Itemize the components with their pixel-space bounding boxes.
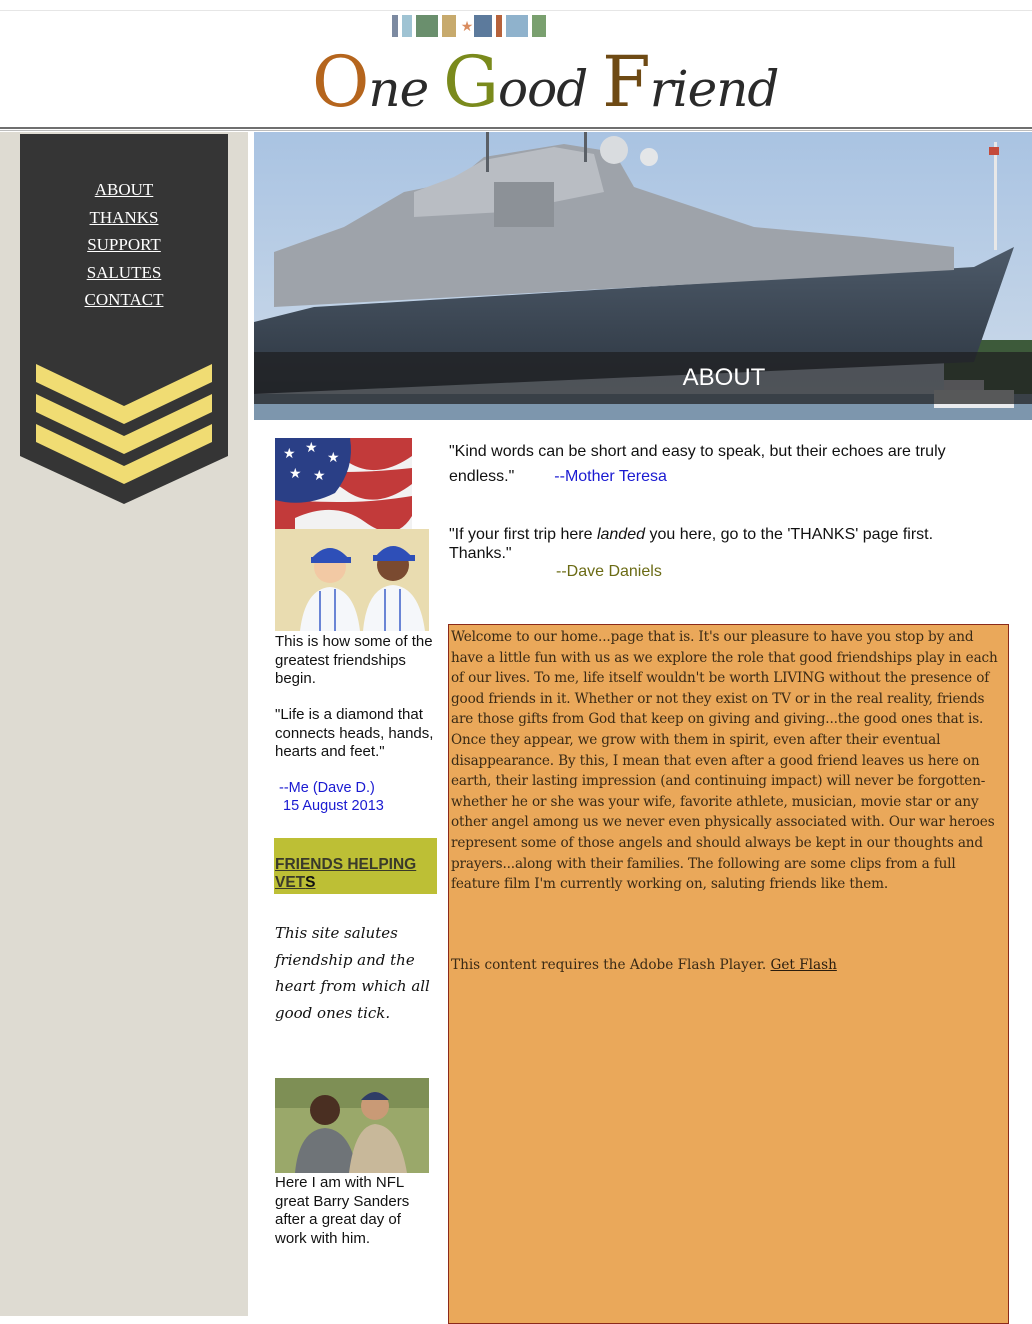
logo-letter-g: G [443,41,499,123]
header-divider [0,127,1032,129]
sidebar [0,132,248,1316]
nav-item-thanks [20,204,228,232]
nav-link-thanks[interactable]: THANKS [89,207,159,227]
svg-text:★: ★ [283,446,296,462]
nav-link-salutes[interactable]: SALUTES [86,262,162,282]
ribbon-stripe [474,15,492,37]
kids-baseball-photo [275,529,429,631]
fhv-link-text-end: S [305,874,316,891]
logo-letter-f: F [602,41,650,123]
header-top-line [0,10,1032,11]
american-flag-photo [275,438,412,529]
attrib-date: 15 August 2013 [283,798,384,814]
nfl-photo-caption: Here I am with NFL great Barry Sanders after a great day of work with him. [275,1174,410,1247]
ribbon-stripe [506,15,528,37]
salute-statement: This site salutes friendship and the heart from which all good ones tick. [275,924,430,1022]
hero-banner [254,132,1032,420]
ribbon-stripe [442,15,456,37]
nav-item-contact [20,286,228,314]
welcome-message: Welcome to our home...page that is. It's our pleasure to have you stop by and have a little fun with us as we explore the role that good friendships play in each of our lives. To me, life itself wouldn't be worth LIVING without the presence of good friends in it. Whether or not they exist on TV or in the real reality, friends are those gifts from God that keep on giving and giving...the good ones that is. Once they appear, we grow with them in spirit, even after their eventual disappearance. By this, I mean that even after a good friend leaves us here on earth, their lasting impression (and continuing impact) will never be forgotten-whether he or she was your wife, favorite athlete, musician, movie star or any other angel among us we never even physically associated with. Our war heroes represent some of those angels and should always be kept in our thoughts and prayers...along with their families. The following are some clips from a full feature film I'm currently working on, saluting friends like them. [451,629,998,893]
page-title: ABOUT [682,364,766,391]
nav-panel [20,134,228,346]
logo-one-rest: ne [368,60,429,118]
note-text-emphasis: landed [596,526,645,543]
header-divider-thin [0,130,1032,131]
attrib-author: --Me (Dave D.) [279,780,375,796]
flash-notice-text: This content requires the Adobe Flash Player. [451,957,771,973]
friends-helping-vets-link[interactable] [275,856,416,891]
logo-good-rest: ood [498,60,588,118]
ribbon-stripe [402,15,412,37]
ribbon-stripe [416,15,438,37]
flash-player-notice [451,955,837,975]
barry-sanders-photo [275,1078,429,1173]
nav-item-salutes [20,259,228,287]
fhv-link-text: FRIENDS HELPING VET [275,856,417,891]
nav-item-about [20,176,228,204]
ribbon-stripe [532,15,546,37]
ribbon-stripe [392,15,398,37]
logo-friend-rest: riend [649,60,779,118]
quote-attribution: --Mother Teresa [554,468,667,485]
quote-text: "Kind words can be short and easy to speak, but their echoes are truly endless." [449,443,946,485]
note-text-start: "If your first trip here [449,526,597,543]
site-logo[interactable] [312,41,779,123]
thanks-note-attribution: --Dave Daniels [556,563,662,580]
nav-item-support [20,231,228,259]
thanks-page-note [449,526,989,563]
diamond-quote-attribution [279,779,384,815]
friends-helping-vets-box [274,838,437,894]
svg-text:★: ★ [289,466,302,482]
svg-text:★: ★ [305,440,318,456]
svg-text:★: ★ [327,450,340,466]
site-header [0,0,1032,132]
service-ribbon [392,15,640,37]
kids-photo-caption: This is how some of the greatest friendships begin. [275,633,433,687]
note-text-end: you here, go to the 'THANKS' page first. Thanks." [449,526,934,562]
sergeant-chevron-icon [20,346,228,504]
nav-link-support[interactable]: SUPPORT [87,235,161,254]
diamond-quote: "Life is a diamond that connects heads, hands, hearts and feet." [275,706,434,760]
nav-link-contact[interactable]: CONTACT [84,290,164,309]
get-flash-link[interactable]: Get Flash [770,957,837,973]
svg-text:★: ★ [313,468,326,484]
welcome-panel [448,624,1009,1324]
ribbon-stripe [496,15,502,37]
mother-teresa-quote [449,439,989,489]
nav-menu [20,176,228,314]
ribbon-star-icon: ★ [460,18,474,34]
logo-letter-o: O [312,41,369,123]
nav-link-about[interactable]: ABOUT [94,180,154,199]
